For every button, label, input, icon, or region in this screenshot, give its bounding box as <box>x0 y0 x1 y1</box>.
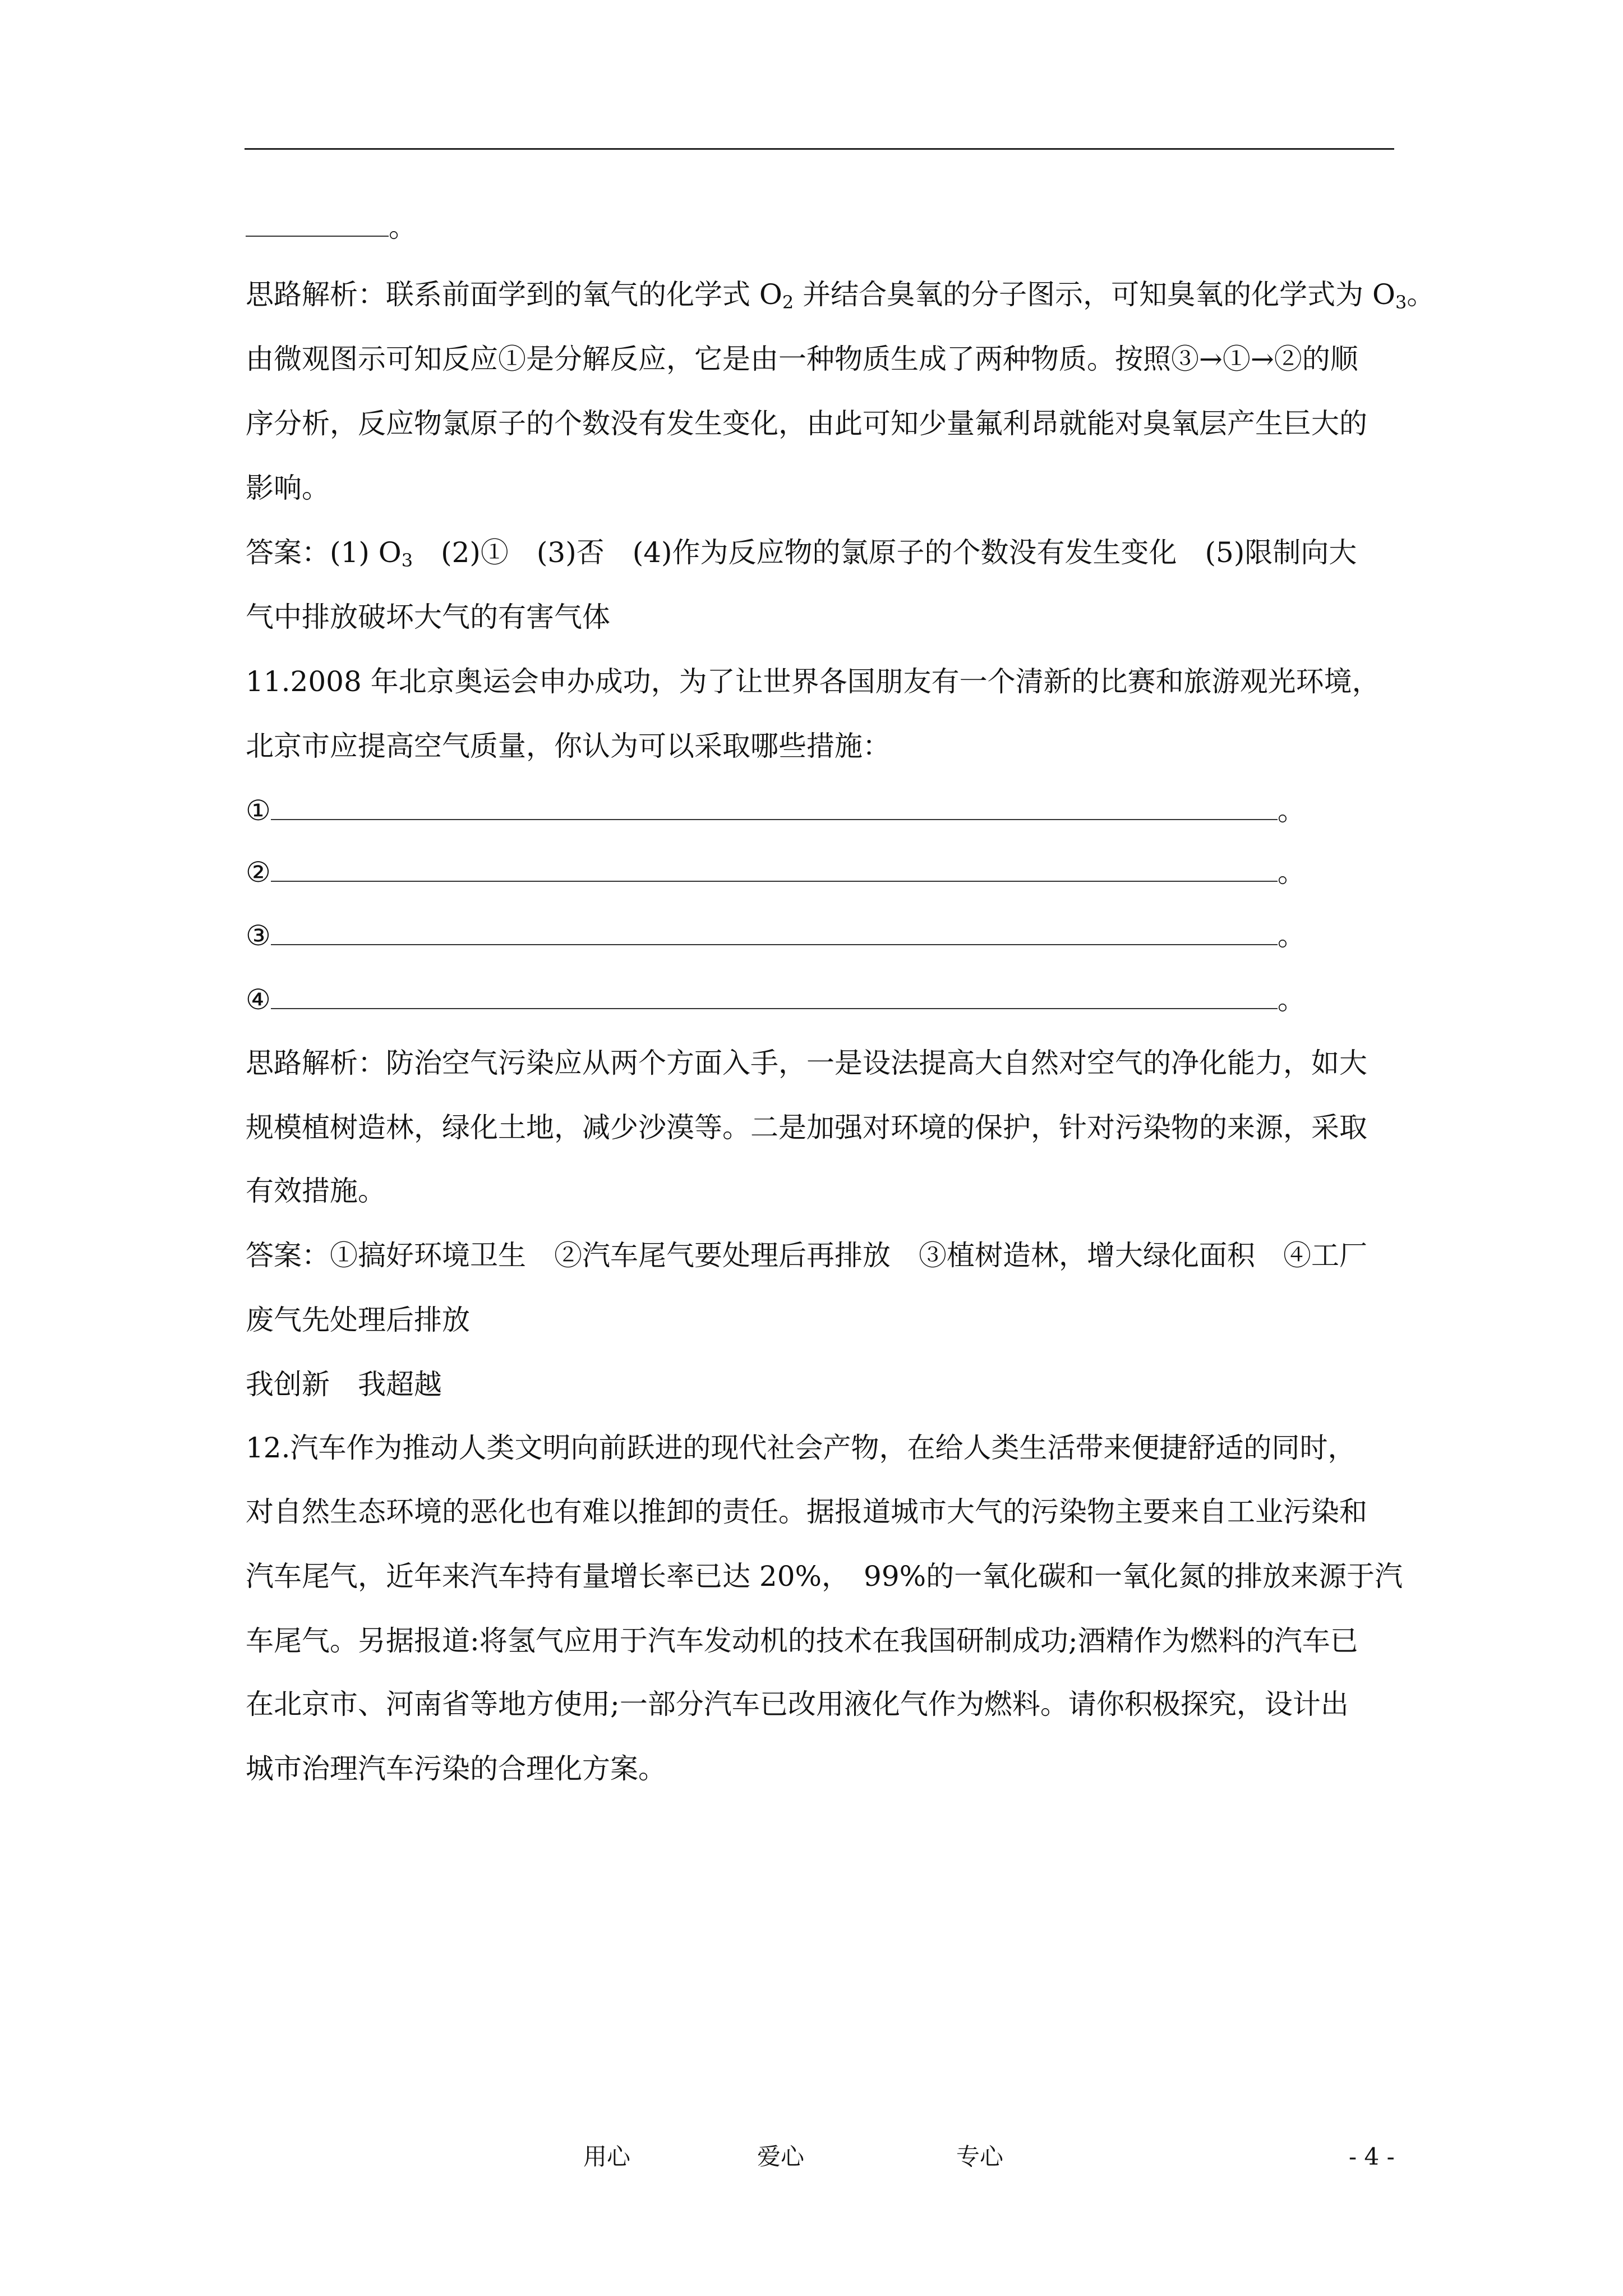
measure-blank-1: ① 。 <box>246 794 1306 827</box>
analysis2-line-2: 规模植树造林，绿化土地，减少沙漠等。二是加强对环境的保护，针对污染物的来源，采取 <box>246 1111 1367 1144</box>
question-11-line-1: 11.2008 年北京奥运会申办成功，为了让世界各国朋友有一个清新的比赛和旅游观光环境， <box>246 665 1380 698</box>
answer2-line-1: 答案：①搞好环境卫生 ②汽车尾气要处理后再排放 ③植树造林，增大绿化面积 ④工厂 <box>246 1239 1367 1272</box>
answer-blank <box>271 986 1278 1009</box>
analysis1-line-2: 由微观图示可知反应①是分解反应，它是由一种物质生成了两种物质。按照③→①→②的顺 <box>246 343 1358 375</box>
footer-word-2: 爱心 <box>757 2143 805 2170</box>
section-heading: 我创新 我超越 <box>246 1368 442 1401</box>
answer1-line-1: 答案：(1) $O_3$ (2)① (3)否 (4)作为反应物的氯原子的个数没有发生变化 (5)限制向大 <box>246 536 1357 571</box>
measure-blank-4: ④ 。 <box>246 983 1306 1016</box>
header-rule <box>245 148 1394 150</box>
answer2-line-2: 废气先处理后排放 <box>246 1304 470 1336</box>
answer-blank <box>271 922 1278 945</box>
analysis1-line-1: 思路解析：联系前面学到的氧气的化学式 $O_2$ 并结合臭氧的分子图示，可知臭氧的化学式为 $O_3$。 <box>246 278 1435 313</box>
answer-blank <box>246 213 389 237</box>
question-12-line-5: 在北京市、河南省等地方使用;一部分汽车已改用液化气作为燃料。请你积极探究，设计出 <box>246 1688 1349 1720</box>
question-12-line-2: 对自然生态环境的恶化也有难以推卸的责任。据报道城市大气的污染物主要来自工业污染和 <box>246 1496 1367 1528</box>
question-12-line-4: 车尾气。另据报道:将氢气应用于汽车发动机的技术在我国研制成功;酒精作为燃料的汽车已 <box>246 1625 1358 1657</box>
analysis1-line-3: 序分析，反应物氯原子的个数没有发生变化，由此可知少量氟利昂就能对臭氧层产生巨大的 <box>246 407 1367 440</box>
top-answer-blank-line: 。 <box>246 210 417 244</box>
page-number: - 4 - <box>1349 2143 1395 2170</box>
footer-word-1: 用心 <box>583 2143 631 2170</box>
footer-word-3: 专心 <box>956 2143 1004 2170</box>
question-12-line-3: 汽车尾气，近年来汽车持有量增长率已达 20%， 99%的一氧化碳和一氧化氮的排放来源于汽 <box>246 1560 1403 1593</box>
answer1-line-2: 气中排放破坏大气的有害气体 <box>246 601 610 633</box>
analysis1-line-4: 影响。 <box>246 472 330 504</box>
measure-blank-2: ② 。 <box>246 856 1306 889</box>
answer-blank <box>271 797 1278 820</box>
measure-blank-3: ③ 。 <box>246 919 1306 952</box>
question-12-line-6: 城市治理汽车污染的合理化方案。 <box>246 1752 666 1785</box>
analysis2-line-3: 有效措施。 <box>246 1175 386 1207</box>
question-11-line-2: 北京市应提高空气质量，你认为可以采取哪些措施： <box>246 730 891 762</box>
answer-blank <box>271 858 1278 882</box>
analysis2-line-1: 思路解析：防治空气污染应从两个方面入手，一是设法提高大自然对空气的净化能力，如大 <box>246 1047 1367 1079</box>
question-12-line-1: 12.汽车作为推动人类文明向前跃进的现代社会产物，在给人类生活带来便捷舒适的同时， <box>246 1432 1356 1464</box>
